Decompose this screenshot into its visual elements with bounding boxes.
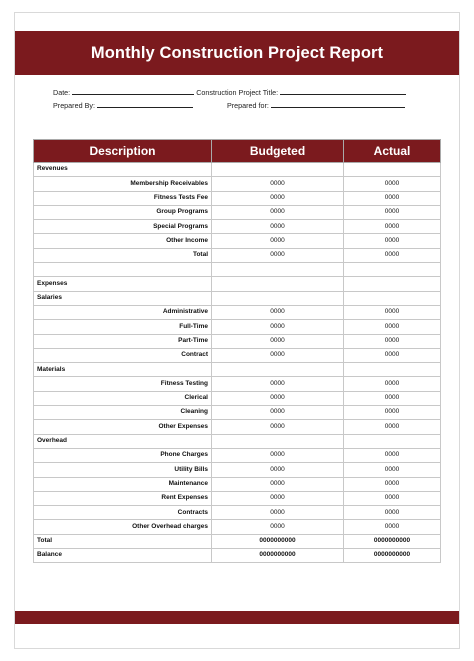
page-title: Monthly Construction Project Report bbox=[90, 43, 384, 62]
line-item-label: Fitness Testing bbox=[34, 377, 212, 391]
budgeted-value[interactable]: 0000000000 bbox=[212, 549, 344, 563]
actual-value[interactable]: 0000 bbox=[344, 348, 441, 362]
table-row bbox=[34, 477, 441, 491]
actual-value[interactable]: 0000 bbox=[344, 234, 441, 248]
section-label: Overhead bbox=[34, 434, 212, 448]
empty-cell bbox=[34, 263, 212, 277]
footer-bar bbox=[15, 611, 459, 624]
line-item-label: Other Expenses bbox=[34, 420, 212, 434]
actual-value[interactable]: 0000 bbox=[344, 491, 441, 505]
table-row bbox=[34, 506, 441, 520]
empty-cell[interactable] bbox=[344, 363, 441, 377]
prepared-by-field[interactable] bbox=[97, 100, 193, 108]
line-item-label: Full-Time bbox=[34, 320, 212, 334]
budgeted-value[interactable]: 0000 bbox=[212, 234, 344, 248]
empty-cell[interactable] bbox=[212, 434, 344, 448]
empty-cell[interactable] bbox=[212, 263, 344, 277]
budgeted-value[interactable]: 0000 bbox=[212, 477, 344, 491]
budgeted-value[interactable]: 0000 bbox=[212, 305, 344, 319]
prepared-by-label: Prepared By: bbox=[53, 101, 95, 110]
actual-value[interactable]: 0000 bbox=[344, 506, 441, 520]
section-label: Revenues bbox=[34, 163, 212, 177]
summary-label: Balance bbox=[34, 549, 212, 563]
line-item-label: Administrative bbox=[34, 305, 212, 319]
budgeted-value[interactable]: 0000 bbox=[212, 334, 344, 348]
budgeted-value[interactable]: 0000 bbox=[212, 406, 344, 420]
table-row bbox=[34, 448, 441, 462]
budgeted-value[interactable]: 0000 bbox=[212, 448, 344, 462]
empty-cell[interactable] bbox=[344, 163, 441, 177]
budgeted-value[interactable]: 0000 bbox=[212, 420, 344, 434]
prepared-for-label: Prepared for: bbox=[226, 101, 269, 110]
budgeted-value[interactable]: 0000 bbox=[212, 220, 344, 234]
actual-value[interactable]: 0000 bbox=[344, 520, 441, 534]
line-item-label: Maintenance bbox=[34, 477, 212, 491]
empty-cell[interactable] bbox=[344, 277, 441, 291]
actual-value[interactable]: 0000 bbox=[344, 334, 441, 348]
budgeted-value[interactable]: 0000 bbox=[212, 491, 344, 505]
actual-value[interactable]: 0000 bbox=[344, 406, 441, 420]
actual-value[interactable]: 0000 bbox=[344, 220, 441, 234]
table-row bbox=[34, 363, 441, 377]
table-row bbox=[34, 305, 441, 319]
prepared-for-field[interactable] bbox=[271, 100, 405, 108]
summary-label: Total bbox=[34, 534, 212, 548]
budgeted-value[interactable]: 0000 bbox=[212, 348, 344, 362]
date-field[interactable] bbox=[72, 87, 194, 95]
line-item-label: Rent Expenses bbox=[34, 491, 212, 505]
empty-cell[interactable] bbox=[212, 163, 344, 177]
budgeted-value[interactable]: 0000 bbox=[212, 463, 344, 477]
report-page bbox=[14, 12, 460, 649]
header-description: Description bbox=[34, 140, 212, 163]
section-label: Salaries bbox=[34, 291, 212, 305]
actual-value[interactable]: 0000000000 bbox=[344, 549, 441, 563]
table-row bbox=[34, 348, 441, 362]
actual-value[interactable]: 0000 bbox=[344, 177, 441, 191]
actual-value[interactable]: 0000 bbox=[344, 191, 441, 205]
line-item-label: Part-Time bbox=[34, 334, 212, 348]
actual-value[interactable]: 0000 bbox=[344, 205, 441, 219]
table-header-row bbox=[34, 140, 441, 163]
line-item-label: Total bbox=[34, 248, 212, 262]
budgeted-value[interactable]: 0000 bbox=[212, 391, 344, 405]
budgeted-value[interactable]: 0000 bbox=[212, 377, 344, 391]
table-row bbox=[34, 549, 441, 563]
table-row bbox=[34, 263, 441, 277]
line-item-label: Phone Charges bbox=[34, 448, 212, 462]
actual-value[interactable]: 0000 bbox=[344, 320, 441, 334]
title-banner bbox=[15, 31, 459, 75]
table-row bbox=[34, 377, 441, 391]
table-row bbox=[34, 191, 441, 205]
table-row bbox=[34, 491, 441, 505]
actual-value[interactable]: 0000 bbox=[344, 463, 441, 477]
line-item-label: Clerical bbox=[34, 391, 212, 405]
empty-cell[interactable] bbox=[344, 291, 441, 305]
actual-value[interactable]: 0000 bbox=[344, 248, 441, 262]
actual-value[interactable]: 0000 bbox=[344, 391, 441, 405]
table-row bbox=[34, 534, 441, 548]
table-row bbox=[34, 406, 441, 420]
budgeted-value[interactable]: 0000 bbox=[212, 177, 344, 191]
table-row bbox=[34, 248, 441, 262]
budgeted-value[interactable]: 0000 bbox=[212, 320, 344, 334]
meta-row-1 bbox=[53, 87, 406, 97]
project-title-label: Construction Project Title: bbox=[196, 88, 279, 97]
table-row bbox=[34, 205, 441, 219]
empty-cell[interactable] bbox=[212, 277, 344, 291]
line-item-label: Contract bbox=[34, 348, 212, 362]
budgeted-value[interactable]: 0000 bbox=[212, 191, 344, 205]
line-item-label: Other Income bbox=[34, 234, 212, 248]
empty-cell[interactable] bbox=[344, 263, 441, 277]
empty-cell[interactable] bbox=[212, 291, 344, 305]
empty-cell[interactable] bbox=[212, 363, 344, 377]
project-title-field[interactable] bbox=[280, 87, 406, 95]
table-row bbox=[34, 277, 441, 291]
table-body bbox=[34, 163, 441, 563]
line-item-label: Contracts bbox=[34, 506, 212, 520]
header-budgeted: Budgeted bbox=[212, 140, 344, 163]
actual-value[interactable]: 0000000000 bbox=[344, 534, 441, 548]
line-item-label: Group Programs bbox=[34, 205, 212, 219]
line-item-label: Membership Receivables bbox=[34, 177, 212, 191]
section-label: Expenses bbox=[34, 277, 212, 291]
empty-cell[interactable] bbox=[344, 434, 441, 448]
budgeted-value[interactable]: 0000000000 bbox=[212, 534, 344, 548]
budgeted-value[interactable]: 0000 bbox=[212, 506, 344, 520]
report-table bbox=[33, 139, 441, 563]
line-item-label: Fitness Tests Fee bbox=[34, 191, 212, 205]
table-row bbox=[34, 434, 441, 448]
actual-value[interactable]: 0000 bbox=[344, 377, 441, 391]
date-label: Date: bbox=[53, 88, 71, 97]
budgeted-value[interactable]: 0000 bbox=[212, 520, 344, 534]
table-row bbox=[34, 463, 441, 477]
budgeted-value[interactable]: 0000 bbox=[212, 248, 344, 262]
line-item-label: Utility Bills bbox=[34, 463, 212, 477]
header-actual: Actual bbox=[344, 140, 441, 163]
actual-value[interactable]: 0000 bbox=[344, 448, 441, 462]
table-row bbox=[34, 391, 441, 405]
actual-value[interactable]: 0000 bbox=[344, 305, 441, 319]
line-item-label: Cleaning bbox=[34, 406, 212, 420]
line-item-label: Special Programs bbox=[34, 220, 212, 234]
table-row bbox=[34, 334, 441, 348]
table-row bbox=[34, 420, 441, 434]
table-row bbox=[34, 163, 441, 177]
table-row bbox=[34, 320, 441, 334]
table-row bbox=[34, 291, 441, 305]
meta-row-2 bbox=[53, 100, 405, 110]
section-label: Materials bbox=[34, 363, 212, 377]
actual-value[interactable]: 0000 bbox=[344, 420, 441, 434]
line-item-label: Other Overhead charges bbox=[34, 520, 212, 534]
table-row bbox=[34, 220, 441, 234]
budgeted-value[interactable]: 0000 bbox=[212, 205, 344, 219]
table-row bbox=[34, 520, 441, 534]
actual-value[interactable]: 0000 bbox=[344, 477, 441, 491]
table-row bbox=[34, 234, 441, 248]
table-row bbox=[34, 177, 441, 191]
